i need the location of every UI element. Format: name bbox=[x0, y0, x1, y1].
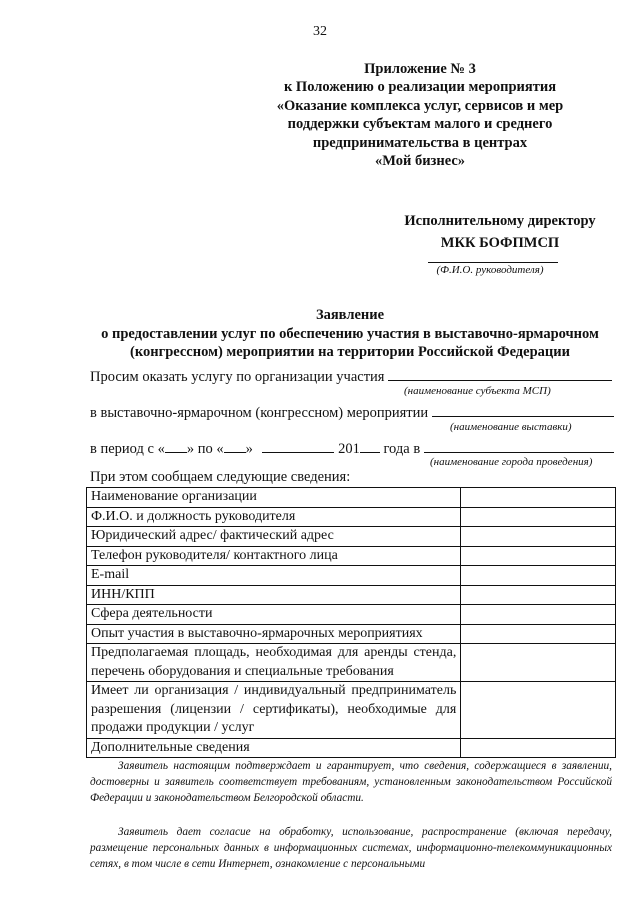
info-table bbox=[86, 487, 616, 758]
appendix-line-1: Приложение № 3 bbox=[364, 61, 476, 77]
exhibition-name-hint: (наименование выставки) bbox=[450, 421, 572, 433]
table-row bbox=[87, 624, 616, 644]
year-digit-field[interactable] bbox=[360, 438, 380, 453]
row-label: Опыт участия в выставочно-ярмарочных мероприятиях bbox=[87, 624, 461, 644]
event-line bbox=[90, 402, 614, 422]
row-label: Юридический адрес/ фактический адрес bbox=[87, 527, 461, 547]
event-text: в выставочно-ярмарочном (конгрессном) мероприятии bbox=[90, 405, 429, 421]
experience-value[interactable] bbox=[461, 624, 616, 644]
period-from-text: в период с « bbox=[90, 441, 165, 457]
addressee-block bbox=[360, 210, 640, 254]
director-name-field[interactable] bbox=[428, 262, 558, 263]
appendix-line-3: «Оказание комплекса услуг, сервисов и мер bbox=[276, 97, 564, 114]
table-row bbox=[87, 546, 616, 566]
exhibition-name-field[interactable] bbox=[432, 402, 614, 417]
period-mid-text: » по « bbox=[186, 441, 224, 457]
table-row bbox=[87, 682, 616, 739]
row-label: E-mail bbox=[87, 566, 461, 586]
consent-paragraph-1: Заявитель настоящим подтверждает и гарантирует, что сведения, содержащиеся в заявлении, достоверны и заявитель соответствует требованиям, установленным законодательством Российской Федерации и законодательством Белгородской области. bbox=[90, 760, 612, 805]
appendix-header bbox=[260, 60, 580, 170]
appendix-line-5: предпринимательства в центрах bbox=[312, 134, 528, 151]
smsp-name-hint: (наименование субъекта МСП) bbox=[404, 385, 551, 397]
title-heading: Заявление bbox=[315, 307, 385, 323]
table-row bbox=[87, 738, 616, 758]
phone-value[interactable] bbox=[461, 546, 616, 566]
table-row bbox=[87, 566, 616, 586]
table-row bbox=[87, 507, 616, 527]
info-intro: При этом сообщаем следующие сведения: bbox=[90, 469, 351, 485]
row-label: Имеет ли организация / индивидуальный предприниматель разрешения (лицензии / сертификаты), необходимые для продажи продукции / услуг bbox=[87, 682, 461, 739]
page-number: 32 bbox=[313, 24, 327, 39]
stand-area-value[interactable] bbox=[461, 644, 616, 682]
title-line-2: о предоставлении услуг по обеспечению участия в выставочно-ярмарочном bbox=[101, 325, 599, 342]
table-row bbox=[87, 488, 616, 508]
appendix-line-2: к Положению о реализации мероприятия bbox=[283, 79, 557, 96]
row-label: Дополнительные сведения bbox=[87, 738, 461, 758]
row-label: Ф.И.О. и должность руководителя bbox=[87, 507, 461, 527]
row-label: ИНН/КПП bbox=[87, 585, 461, 605]
application-title bbox=[70, 306, 630, 362]
consent-paragraph-2: Заявитель дает согласие на обработку, использование, распространение (включая передачу, размещение персональных данных в информационных системах, информационно-телекоммуникационных сетях, в том числе в сети Интернет, ознакомление с персональными bbox=[90, 826, 612, 871]
address-value[interactable] bbox=[461, 527, 616, 547]
row-label: Сфера деятельности bbox=[87, 605, 461, 625]
table-row bbox=[87, 585, 616, 605]
row-label: Наименование организации bbox=[87, 488, 461, 508]
addressee-line-1: Исполнительному директору bbox=[404, 213, 596, 229]
row-label: Телефон руководителя/ контактного лица bbox=[87, 546, 461, 566]
city-hint: (наименование города проведения) bbox=[430, 456, 593, 468]
request-line bbox=[90, 366, 612, 386]
period-year-suffix: года в bbox=[383, 441, 421, 457]
inn-kpp-value[interactable] bbox=[461, 585, 616, 605]
email-value[interactable] bbox=[461, 566, 616, 586]
director-value[interactable] bbox=[461, 507, 616, 527]
addressee-line-2: МКК БОФПМСП bbox=[440, 235, 560, 251]
request-text: Просим оказать услугу по организации участия bbox=[90, 369, 385, 385]
activity-value[interactable] bbox=[461, 605, 616, 625]
start-day-field[interactable] bbox=[165, 438, 187, 453]
appendix-line-4: поддержки субъектам малого и среднего bbox=[287, 116, 553, 133]
table-row bbox=[87, 605, 616, 625]
licenses-value[interactable] bbox=[461, 682, 616, 739]
period-close-text: » bbox=[245, 441, 253, 457]
organization-name-value[interactable] bbox=[461, 488, 616, 508]
table-row bbox=[87, 527, 616, 547]
title-line-3: (конгрессном) мероприятии на территории Российской Федерации bbox=[130, 344, 570, 360]
smsp-name-field[interactable] bbox=[388, 366, 612, 381]
appendix-line-6: «Мой бизнес» bbox=[374, 153, 466, 170]
end-day-field[interactable] bbox=[224, 438, 246, 453]
row-label: Предполагаемая площадь, необходимая для аренды стенда, перечень оборудования и специальные требования bbox=[87, 644, 461, 682]
additional-info-value[interactable] bbox=[461, 738, 616, 758]
period-year-text: 201 bbox=[338, 441, 360, 457]
month-field[interactable] bbox=[262, 438, 334, 453]
director-name-caption: (Ф.И.О. руководителя) bbox=[436, 264, 544, 276]
period-line bbox=[90, 438, 614, 458]
table-row bbox=[87, 644, 616, 682]
city-field[interactable] bbox=[424, 438, 614, 453]
